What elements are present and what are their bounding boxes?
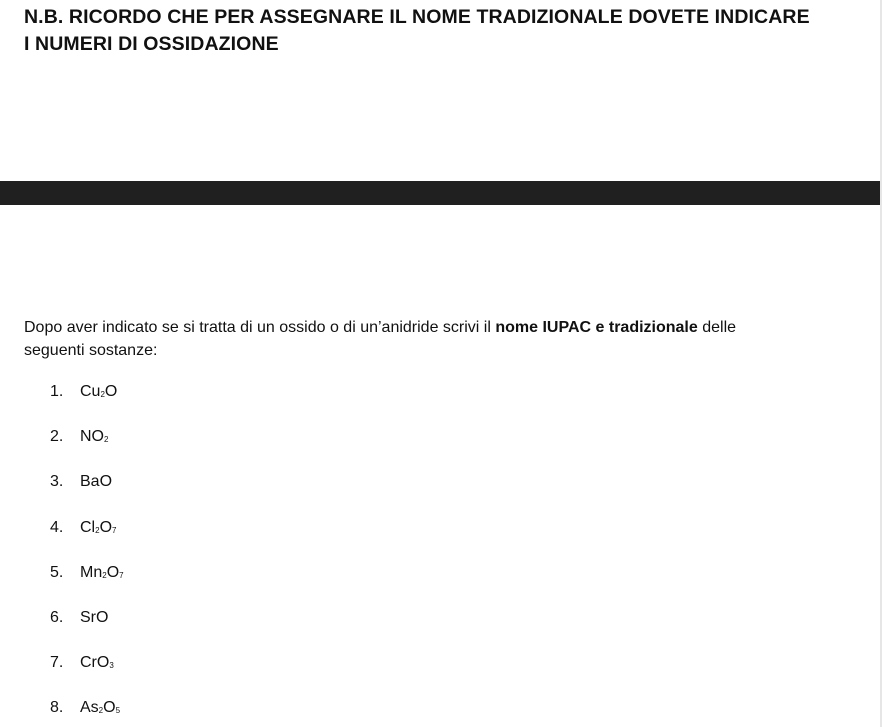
- formula-symbol: NO: [80, 428, 104, 446]
- header-note-line-2: I NUMERI DI OSSIDAZIONE: [24, 33, 279, 55]
- header-note-line-1: N.B. RICORDO CHE PER ASSEGNARE IL NOME TRADIZIONALE DOVETE INDICARE: [24, 6, 810, 28]
- formula-item: [50, 380, 124, 425]
- instructions-line-2: seguenti sostanze:: [24, 342, 158, 359]
- chemical-formula: [80, 380, 117, 406]
- chemical-formula: [80, 696, 120, 722]
- formula-item: [50, 470, 124, 515]
- formula-symbol: O: [103, 699, 116, 717]
- formula-symbol: SrO: [80, 608, 109, 626]
- formula-number: 8.: [50, 699, 64, 717]
- formula-number: 5.: [50, 563, 64, 581]
- instructions-text-1: Dopo aver indicato se si tratta di un ossido o di un’anidride scrivi il: [24, 319, 496, 336]
- formula-number: 3.: [50, 473, 64, 491]
- chemical-formula: [80, 606, 108, 630]
- formula-symbol: BaO: [80, 473, 113, 491]
- formula-symbol: O: [104, 383, 118, 400]
- formula-item: [50, 561, 124, 606]
- formula-item: [50, 425, 124, 470]
- formula-symbol: Cu: [80, 383, 101, 400]
- formula-symbol: O: [99, 518, 113, 536]
- formula-subscript: 7: [119, 570, 124, 580]
- formula-subscript: 2: [100, 390, 105, 399]
- formula-symbol: Cl: [80, 518, 96, 536]
- formula-number: 6.: [50, 608, 64, 626]
- dark-divider-band: [0, 181, 880, 205]
- chemical-formula: [80, 516, 116, 542]
- formula-number: 2.: [50, 428, 64, 446]
- formula-number: 1.: [50, 383, 64, 400]
- formula-number: 7.: [50, 654, 64, 672]
- formula-subscript: 2: [95, 525, 100, 535]
- instructions-paragraph: [24, 316, 844, 362]
- formula-subscript: 5: [115, 706, 121, 716]
- formula-symbol: As: [80, 699, 99, 717]
- formula-item: [50, 651, 124, 696]
- chemical-formula: [80, 425, 108, 451]
- chemical-formula: [80, 470, 112, 494]
- formula-symbol: CrO: [80, 654, 110, 672]
- formula-symbol: O: [106, 563, 120, 581]
- formula-subscript: 3: [109, 661, 114, 671]
- chemical-formula: [80, 561, 124, 587]
- header-note: [24, 4, 864, 58]
- formula-subscript: 2: [104, 435, 109, 445]
- instructions-text-2: delle: [697, 319, 737, 336]
- formula-number: 4.: [50, 518, 64, 536]
- instructions-line-1: [24, 316, 844, 339]
- formula-subscript: 7: [112, 525, 117, 535]
- formula-item: [50, 516, 124, 561]
- instructions-bold-text: nome IUPAC e tradizionale: [495, 319, 698, 336]
- formula-list: [50, 380, 124, 727]
- formula-item: [50, 696, 124, 727]
- chemical-formula: [80, 651, 114, 677]
- formula-item: [50, 606, 124, 651]
- formula-symbol: Mn: [80, 563, 103, 581]
- formula-subscript: 2: [98, 706, 104, 716]
- formula-subscript: 2: [102, 570, 107, 580]
